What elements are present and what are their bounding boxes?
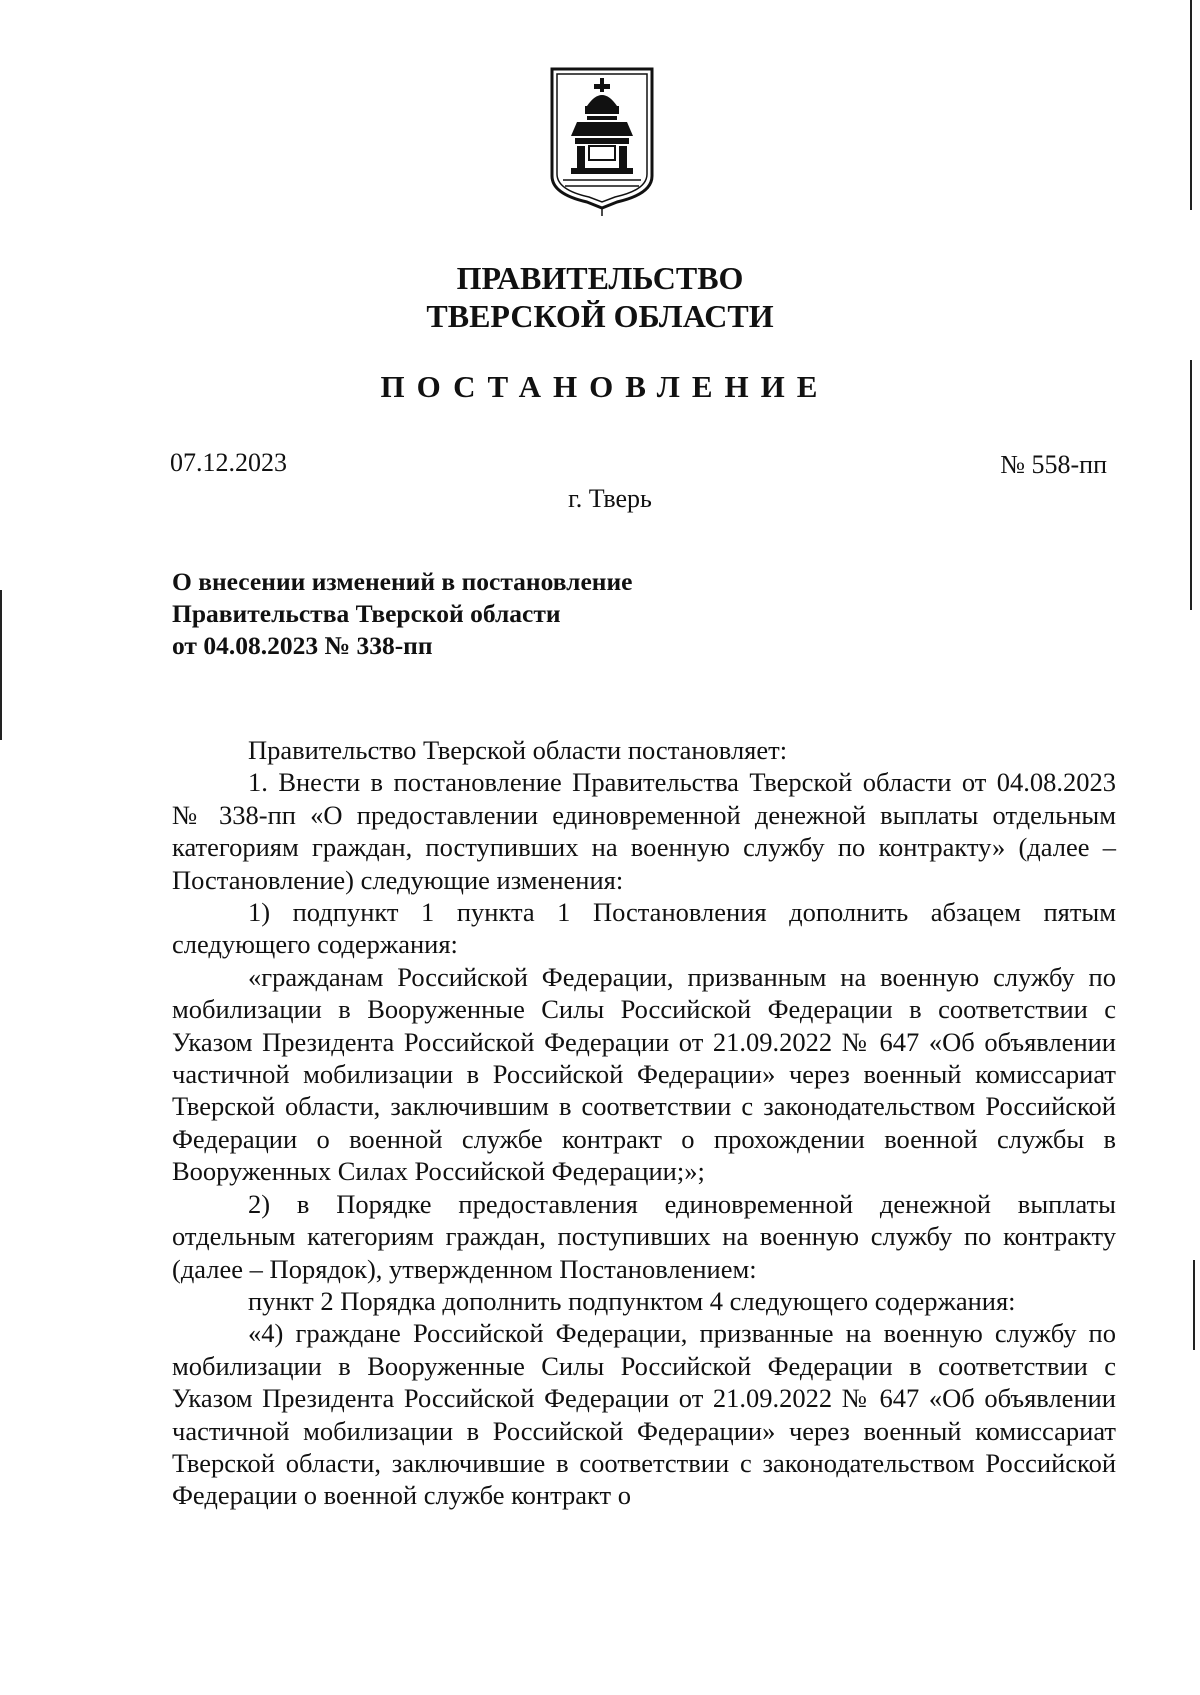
document-subject: [172, 566, 633, 662]
government-name-line2: ТВЕРСКОЙ ОБЛАСТИ: [426, 298, 774, 334]
document-body: [172, 734, 1116, 1512]
document-city: г. Тверь: [568, 484, 652, 513]
scan-edge-mark: [1193, 1260, 1195, 1350]
document-date: 07.12.2023: [170, 448, 287, 477]
document-type: ПОСТАНОВЛЕНИЕ: [380, 369, 830, 404]
body-paragraph-point-2: пункт 2 Порядка дополнить подпунктом 4 следующего содержания:: [248, 1285, 1016, 1316]
subject-line1: О внесении изменений в постановление: [172, 567, 633, 596]
subject-line3: от 04.08.2023 № 338-пп: [172, 631, 433, 660]
body-paragraph-1: 1. Внести в постановление Правительства Тверской области от 04.08.2023 № 338-пп «О предоставлении единовременной денежной выплаты отдельным категориям граждан, поступивших на военную службу по контракту» (далее – Постановление) следующие изменения:: [172, 767, 1116, 895]
body-paragraph-preamble: Правительство Тверской области постановляет:: [248, 735, 788, 765]
scan-edge-mark: [1190, 360, 1192, 610]
document-number: № 558-пп: [1000, 450, 1107, 479]
body-paragraph-1-1: 1) подпункт 1 пункта 1 Постановления дополнить абзацем пятым следующего содержания:: [172, 897, 1116, 960]
government-name-line1: ПРАВИТЕЛЬСТВО: [456, 260, 744, 296]
coat-of-arms-icon: [547, 66, 657, 216]
scan-edge-mark: [0, 590, 2, 740]
body-paragraph-1-2: 2) в Порядке предоставления единовременной денежной выплаты отдельным категориям граждан, поступивших на военную службу по контракту (далее – Порядок), утвержденном Постановлением:: [172, 1188, 1116, 1284]
body-paragraph-quote-2: «4) граждане Российской Федерации, призванные на военную службу по мобилизации в Вооруженные Силы Российской Федерации в соответствии с Указом Президента Российской Федерации от 21.09.2022 № 647 «Об объявлении частичной мобилизации в Российской Федерации» через военный комиссариат Тверской области, заключившие в соответствии с законодательством Российской Федерации о военной службе контракт о: [172, 1318, 1116, 1511]
body-paragraph-quote-1: «гражданам Российской Федерации, призванным на военную службу по мобилизации в Вооруженные Силы Российской Федерации в соответствии с Указом Президента Российской Федерации от 21.09.2022 № 647 «Об объявлении частичной мобилизации в Российской Федерации» через военный комиссариат Тверской области, заключившим в соответствии с законодательством Российской Федерации о военной службе контракт о прохождении военной службы в Вооруженных Силах Российской Федерации;»;: [172, 961, 1116, 1187]
scan-edge-mark: [1190, 0, 1192, 210]
subject-line2: Правительства Тверской области: [172, 599, 561, 628]
